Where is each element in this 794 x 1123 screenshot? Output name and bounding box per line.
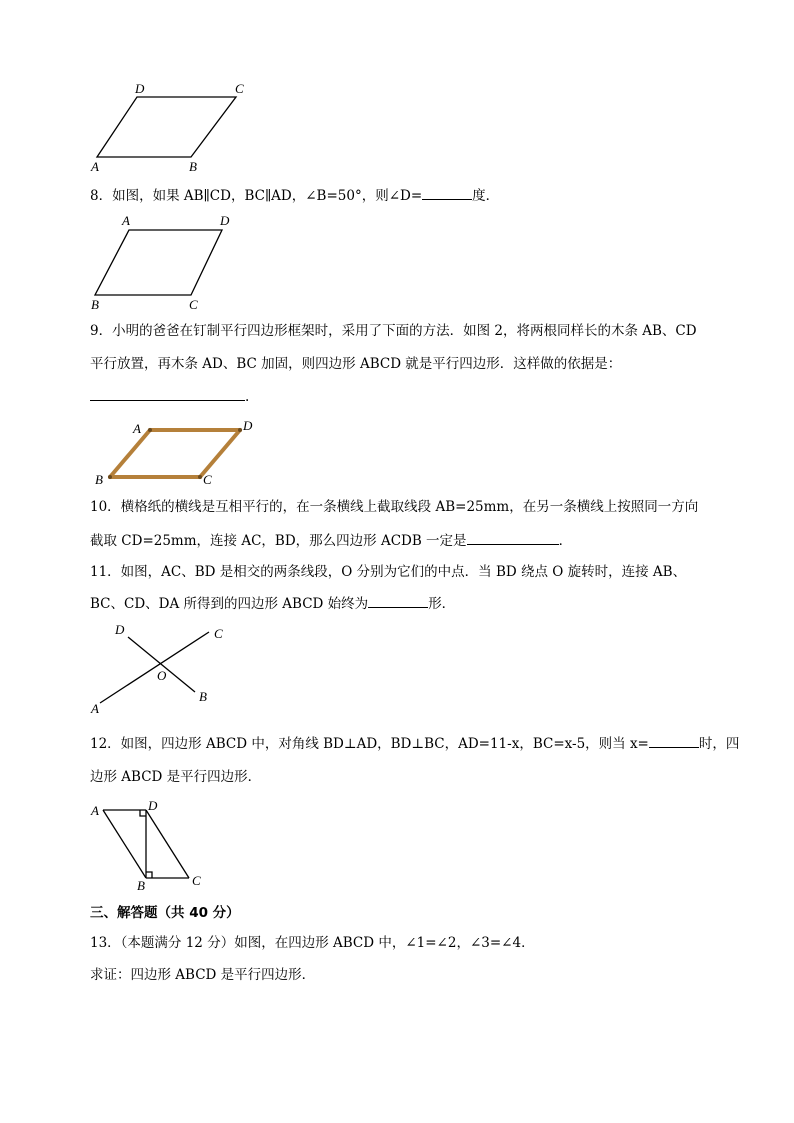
fig7-label-c: C [235, 81, 244, 96]
q8-label-c: C [189, 297, 198, 312]
q9-label-a: A [133, 421, 141, 436]
q12-line1-before: 12．如图，四边形 ABCD 中，对角线 BD⊥AD，BD⊥BC，AD=11-x，BC=x-5，则当 x= [90, 736, 649, 752]
fig7-label-b: B [189, 159, 197, 174]
q12-line1-after: 时，四 [698, 736, 740, 752]
q9-line3-after: . [245, 389, 250, 405]
section3-title: 三、解答题（共 40 分） [90, 905, 240, 921]
q9-line2: 平行放置，再木条 AD、BC 加固，则四边形 ABCD 就是平行四边形．这样做的依据是： [90, 356, 622, 372]
q11-label-o: O [157, 668, 167, 683]
fig7-label-a: A [91, 159, 99, 174]
q11-line1: 11．如图，AC、BD 是相交的两条线段，O 分别为它们的中点．当 BD 绕点 O 旋转时，连接 AB、 [90, 564, 687, 580]
q9-line1: 9．小明的爸爸在钉制平行四边形框架时，采用了下面的方法．如图 2，将两根同样长的木条 AB、CD [90, 323, 697, 339]
q11-label-b: B [199, 689, 207, 704]
q9-label-d: D [243, 418, 253, 433]
q8-label-b: B [91, 297, 99, 312]
q12-label-d: D [148, 798, 158, 813]
q11-line2-before: BC、CD、DA 所得到的四边形 ABCD 始终为 [90, 596, 369, 612]
q8-text-before: 8．如图，如果 AB∥CD，BC∥AD，∠B=50°，则∠D= [90, 188, 423, 204]
q12-label-c: C [192, 873, 201, 888]
q8-label-d: D [220, 213, 230, 228]
q11-label-d: D [115, 622, 125, 637]
q8-text-after: 度． [472, 188, 500, 204]
q12-label-a: A [91, 803, 99, 818]
q11-line2-after: 形． [428, 596, 456, 612]
q12-label-b: B [137, 878, 145, 893]
q9-label-b: B [95, 472, 103, 487]
q8-label-a: A [122, 213, 130, 228]
q11-label-c: C [214, 626, 223, 641]
q9-label-c: C [203, 472, 212, 487]
q13-line2: 求证：四边形 ABCD 是平行四边形． [90, 967, 316, 983]
q10-line2-after: ． [558, 533, 573, 549]
q10-line1: 10．横格纸的横线是互相平行的，在一条横线上截取线段 AB=25mm，在另一条横线上按照同一方向 [90, 499, 699, 515]
fig7-label-d: D [135, 81, 145, 96]
q10-line2-before: 截取 CD=25mm，连接 AC，BD，那么四边形 ACDB 一定是 [90, 533, 467, 549]
q11-label-a: A [91, 701, 99, 716]
q13-line1: 13．（本题满分 12 分）如图，在四边形 ABCD 中，∠1=∠2，∠3=∠4． [90, 935, 535, 951]
q12-line2: 边形 ABCD 是平行四边形． [90, 769, 262, 785]
